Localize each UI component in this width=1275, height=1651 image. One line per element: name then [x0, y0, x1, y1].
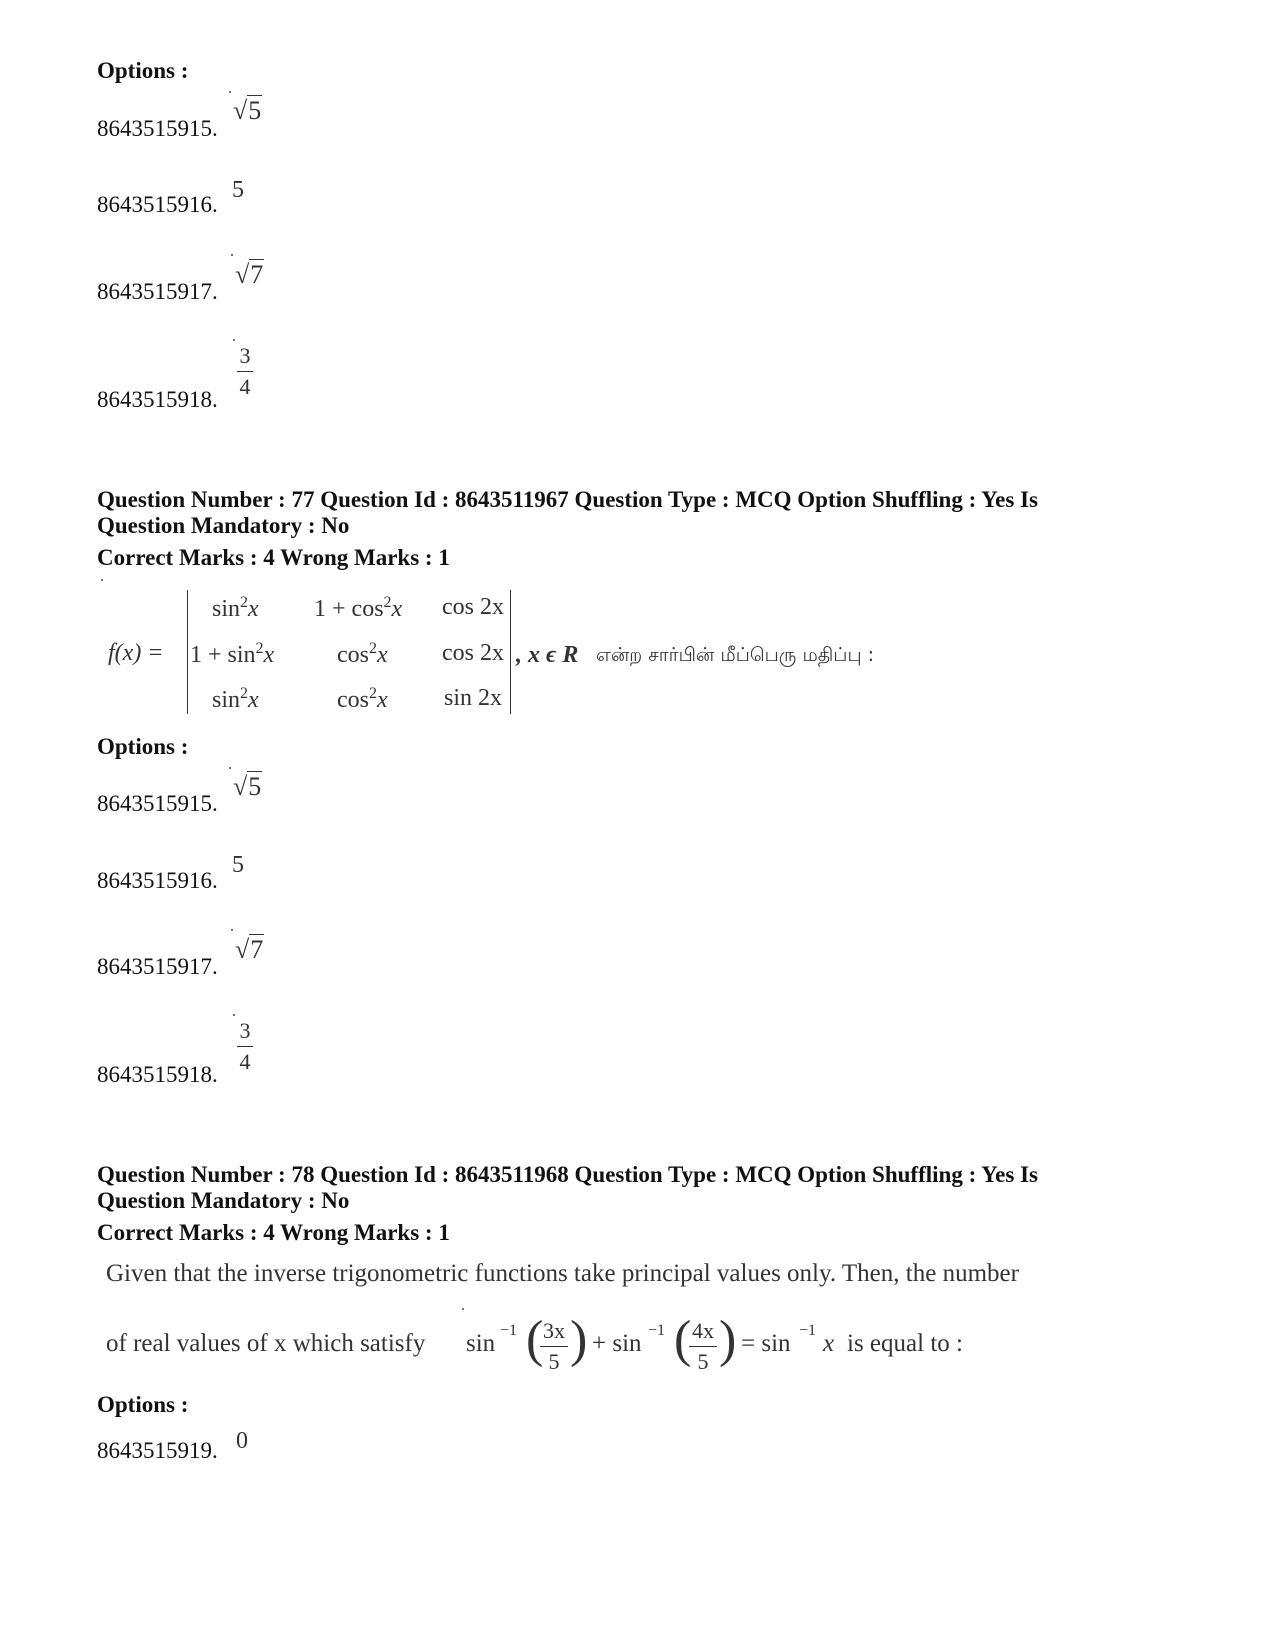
option-id: 8643515918. [97, 387, 218, 412]
option-id: 8643515915. [97, 791, 218, 816]
option-id: 8643515916. [97, 192, 218, 217]
option-id: 8643515919. [97, 1438, 218, 1463]
question-text: Given that the inverse trigonometric functions take principal values only. Then, the number [106, 1260, 1019, 1287]
option-value-sqrt: √5 [233, 96, 262, 125]
option-id: 8643515915. [97, 116, 218, 141]
option-item [97, 868, 218, 894]
equation-variable: x [823, 1330, 835, 1357]
matrix-cell: cos 2x [442, 594, 504, 620]
matrix-cell: $\sin^2x$ [212, 594, 259, 622]
matrix-cell: cos 2x [442, 640, 504, 666]
option-value: 5 [232, 177, 244, 203]
matrix-cell: sin 2x [444, 685, 503, 711]
question-header: Question Number : 78 Question Id : 8643511968 Question Type : MCQ Option Shuffling : Yes Is [97, 1162, 1038, 1187]
matrix-cell: $1 + \sin^2x$ [190, 640, 275, 668]
option-item [97, 954, 218, 980]
option-id: 8643515917. [97, 954, 218, 979]
option-item [97, 1438, 218, 1464]
equation-inverse: −1 [799, 1322, 817, 1339]
question-text: is equal to : [847, 1330, 963, 1357]
option-item [97, 116, 218, 142]
question-header: Question Number : 77 Question Id : 8643511967 Question Type : MCQ Option Shuffling : Yes Is [97, 487, 1038, 512]
equation-inverse: −1 [500, 1322, 518, 1339]
option-id: 8643515917. [97, 279, 218, 304]
paren-right: ) [719, 1311, 737, 1368]
options-label: Options : [97, 1392, 189, 1417]
option-value-sqrt: √7 [235, 260, 264, 289]
options-label: Options : [97, 58, 189, 83]
option-value: 5 [232, 852, 244, 878]
equation-fraction: 3x 5 [540, 1318, 568, 1375]
option-item [97, 192, 218, 218]
option-value-fraction: 3 4 [237, 1018, 253, 1075]
option-value-fraction: 3 4 [237, 343, 253, 400]
equation-fraction: 4x 5 [689, 1318, 717, 1375]
option-item [97, 791, 218, 817]
question-text: of real values of x which satisfy [106, 1330, 426, 1357]
equation-plus-sin: + sin [592, 1330, 642, 1357]
option-item [97, 387, 218, 413]
question-text-tamil: என்ற சார்பின் மீப்பெரு மதிப்பு : [596, 644, 875, 666]
equation-equals-sin: = sin [741, 1330, 791, 1357]
option-item [97, 1062, 218, 1088]
equation-inverse: −1 [648, 1322, 666, 1339]
paren-left: ( [526, 1311, 544, 1368]
option-value: 0 [236, 1428, 248, 1454]
question-marks: Correct Marks : 4 Wrong Marks : 1 [97, 1220, 450, 1245]
option-value-sqrt: √5 [233, 772, 262, 801]
paren-left: ( [674, 1311, 692, 1368]
matrix-cell: $\sin^2x$ [212, 685, 259, 713]
question-mandatory: Question Mandatory : No [97, 513, 350, 538]
matrix-cell: $\cos^2x$ [337, 685, 388, 713]
matrix-cell: $1 + \cos^2x$ [314, 594, 403, 622]
question-mandatory: Question Mandatory : No [97, 1188, 350, 1213]
options-label: Options : [97, 734, 189, 759]
option-id: 8643515918. [97, 1062, 218, 1087]
option-value-sqrt: √7 [235, 935, 264, 964]
equation-sin: sin [466, 1330, 496, 1357]
paren-right: ) [570, 1311, 588, 1368]
matrix-cell: $\cos^2x$ [337, 640, 388, 668]
domain-text: , x ϵ R [516, 642, 579, 668]
question-marks: Correct Marks : 4 Wrong Marks : 1 [97, 545, 450, 570]
function-label: f(x) = [108, 640, 164, 666]
option-id: 8643515916. [97, 868, 218, 893]
option-item [97, 279, 218, 305]
